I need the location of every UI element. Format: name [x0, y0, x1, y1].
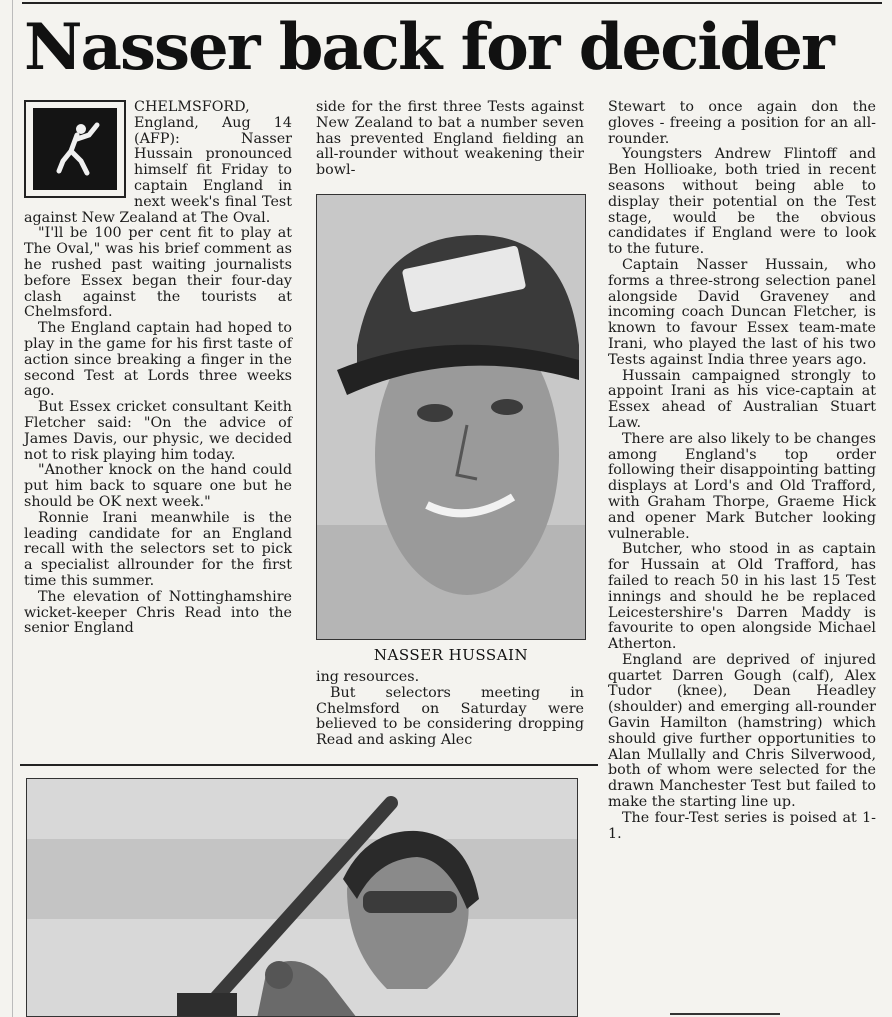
paragraph: The four-Test series is poised at 1-1.: [608, 809, 876, 842]
nasser-hussain-portrait: [316, 194, 586, 640]
paragraph: side for the first three Tests against New Zealand to bat a number seven has prevented England fielding an all-rounder without weakening their bowl-: [316, 99, 584, 179]
paragraph: The elevation of Nottinghamshire wicket-keeper Chris Read into the senior England: [24, 588, 292, 637]
headline: Nasser back for decider: [24, 10, 833, 85]
paragraph: Captain Nasser Hussain, who forms a three-strong selection panel alongside David Graveney and incoming coach Duncan Fletcher, is known to favour Essex team-mate Irani, who played the last of his two Tests against India three years ago.: [608, 256, 876, 368]
paragraph: England are deprived of injured quartet Darren Gough (calf), Alex Tudor (knee), Dean Headley (shoulder) and emerging all-rounder Gavin Hamilton (hamstring) which should give further opportunities to Alan Mullally and Chris Silverwood, both of whom were selected for the drawn Manchester Test but failed to make the starting line up.: [608, 651, 876, 811]
cricket-batsman-icon: [24, 100, 126, 198]
paragraph: Ronnie Irani meanwhile is the leading candidate for an England recall with the selectors set to pick a specialist allrounder for the first time this summer.: [24, 509, 292, 589]
paragraph: Youngsters Andrew Flintoff and Ben Hollioake, both tried in recent seasons without being able to display their potential on the Test stage, would be the obvious candidates if England were to look to the future.: [608, 146, 876, 258]
paragraph: Butcher, who stood in as captain for Hussain at Old Trafford, has failed to reach 50 in his last 15 Test innings and should he be replaced Leicestershire's Darren Maddy is favourite to open alongside Michael Atherton.: [608, 541, 876, 653]
column-3: [608, 100, 876, 842]
paragraph: "Another knock on the hand could put him back to square one but he should be OK next week.": [24, 462, 292, 510]
paragraph: CHELMSFORD, England, Aug 14 (AFP): Nasser Hussain pronounced himself fit Friday to captain England in next week's final Test against New Zealand at The Oval.: [24, 99, 292, 226]
player-with-bat-photo: [26, 778, 578, 1017]
page-edge-rule: [12, 0, 13, 1017]
column-2-top: [316, 100, 584, 179]
paragraph: Hussain campaigned strongly to appoint Irani as his vice-captain at Essex ahead of Australian Stuart Law.: [608, 367, 876, 431]
paragraph: But Essex cricket consultant Keith Fletcher said: "On the advice of James Davis, our physic, we decided not to risk playing him today.: [24, 399, 292, 463]
column-2-bottom: [316, 670, 584, 749]
paragraph: The England captain had hoped to play in the game for his first taste of action since breaking a finger in the second Test at Lords three weeks ago.: [24, 320, 292, 400]
paragraph: But selectors meeting in Chelmsford on Saturday were believed to be considering dropping Read and asking Alec: [316, 684, 584, 749]
paragraph: There are also likely to be changes among England's top order following their disappointing batting displays at Lord's and Old Trafford, with Graham Thorpe, Graeme Hick and opener Mark Butcher looking vulnerable.: [608, 430, 876, 542]
paragraph: Stewart to once again don the gloves - freeing a position for an all-rounder.: [608, 99, 876, 147]
section-rule: [20, 764, 598, 766]
column-1: [24, 100, 292, 637]
paragraph: "I'll be 100 per cent fit to play at The Oval," was his brief comment as he rushed past waiting journalists before Essex began their four-day clash against the tourists at Chelmsford.: [24, 225, 292, 321]
paragraph: ing resources.: [316, 669, 420, 685]
photo-caption: NASSER HUSSAIN: [373, 646, 529, 664]
bottom-rule: [670, 1013, 780, 1015]
